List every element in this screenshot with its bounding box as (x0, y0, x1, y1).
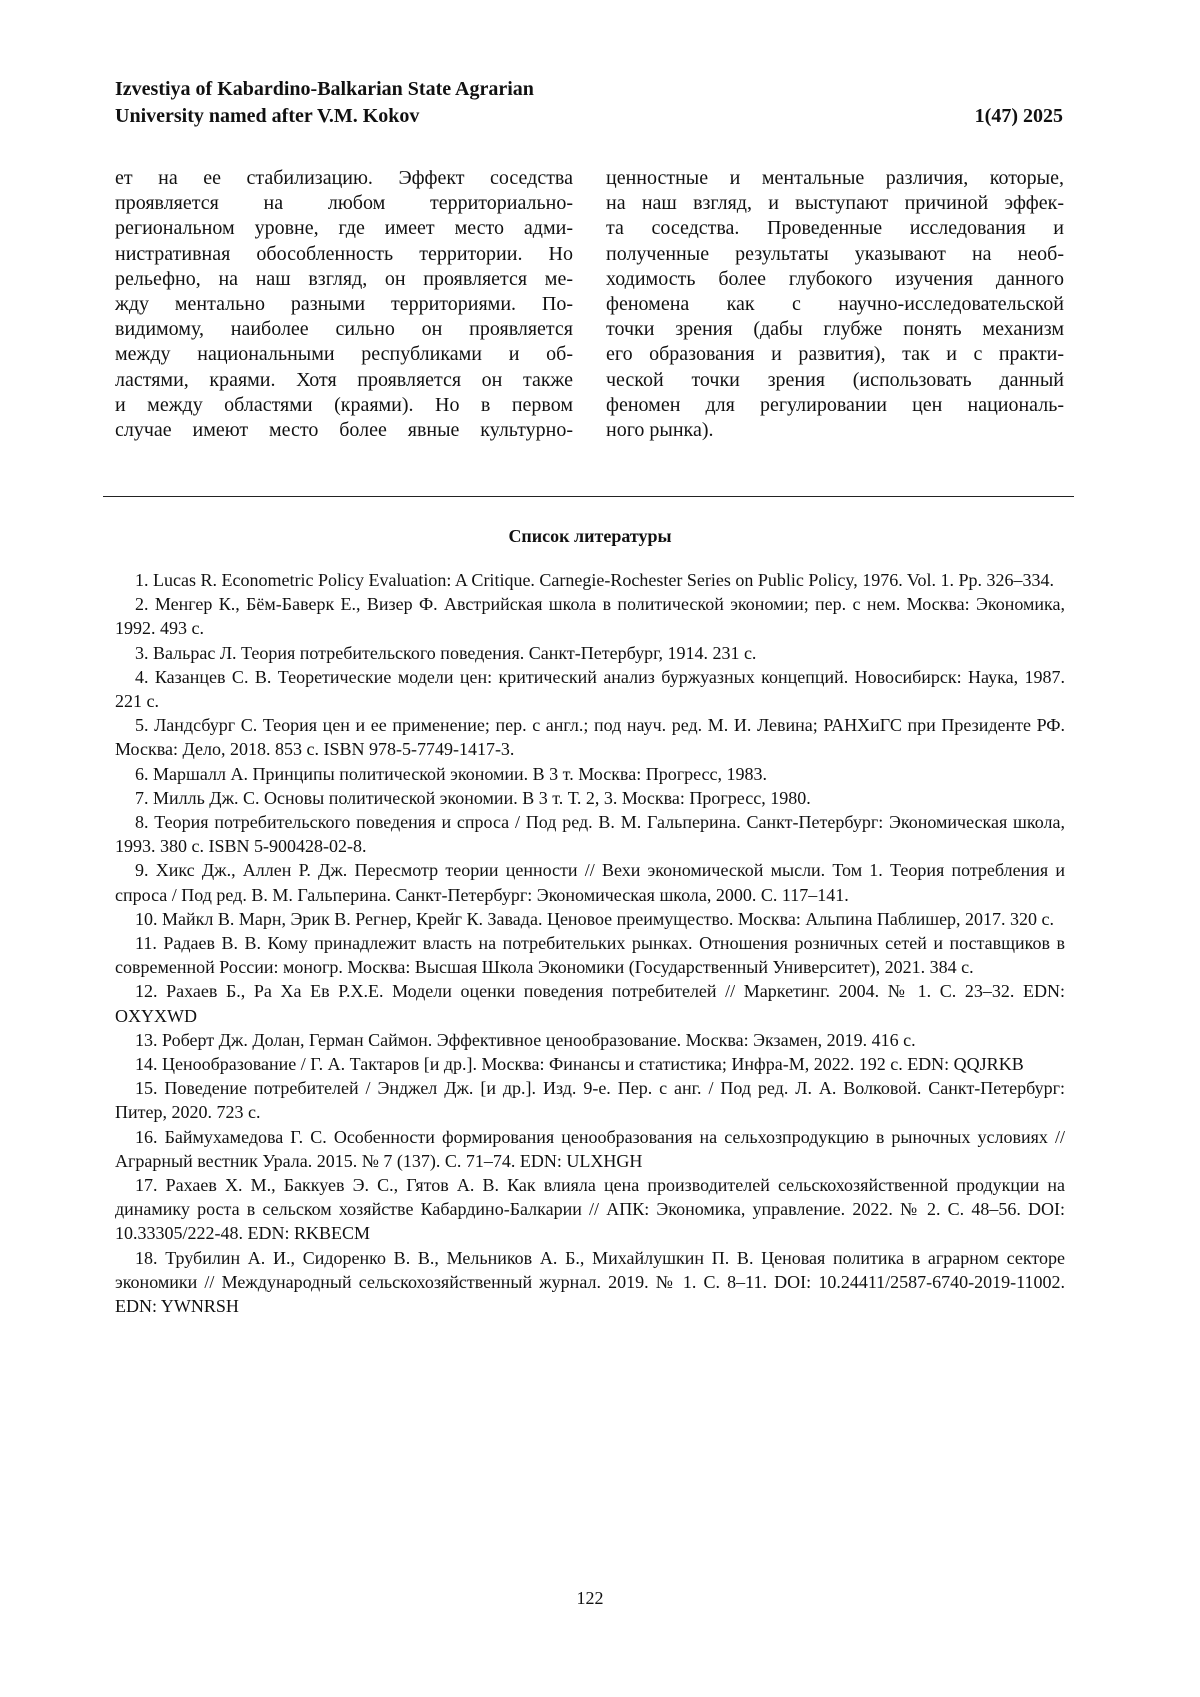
reference-item: 14. Ценообразование / Г. А. Тактаров [и др.]. Москва: Финансы и статистика; Инфра-М, 2022. 192 с. EDN: QQJRKB (115, 1052, 1065, 1076)
section-divider (103, 496, 1074, 497)
text-line: ценностные и ментальные различия, которые, (606, 166, 1064, 191)
text-line: ходимость более глубокого изучения данного (606, 267, 1064, 292)
text-line: полученные результаты указывают на необ- (606, 242, 1064, 267)
text-line: региональном уровне, где имеет место адми- (115, 216, 573, 241)
text-line: ет на ее стабилизацию. Эффект соседства (115, 166, 573, 191)
references-list (115, 568, 1065, 1318)
reference-item: 13. Роберт Дж. Долан, Герман Саймон. Эффективное ценообразование. Москва: Экзамен, 2019. 416 с. (115, 1028, 1065, 1052)
text-line: проявляется на любом территориально- (115, 191, 573, 216)
reference-item: 9. Хикс Дж., Аллен Р. Дж. Пересмотр теории ценности // Вехи экономической мысли. Том 1. Теория потребления и спроса / Под ред. В. М. Гальперина. Санкт-Петербург: Экономическая школа, 2000. С. 117–141. (115, 858, 1065, 906)
text-line: точки зрения (дабы глубже понять механизм (606, 317, 1064, 342)
text-line: та соседства. Проведенные исследования и (606, 216, 1064, 241)
reference-item: 17. Рахаев Х. М., Баккуев Э. С., Гятов А. В. Как влияла цена производителей сельскохозяйственной продукции на динамику роста в сельском хозяйстве Кабардино-Балкарии // АПК: Экономика, управление. 2022. № 2. С. 48–56. DOI: 10.33305/222-48. EDN: RKBECM (115, 1173, 1065, 1246)
running-header (115, 76, 1063, 130)
reference-item: 6. Маршалл А. Принципы политической экономии. В 3 т. Москва: Прогресс, 1983. (115, 762, 1065, 786)
references-title: Список литературы (0, 526, 1180, 547)
reference-item: 12. Рахаев Б., Ра Ха Ев Р.Х.Е. Модели оценки поведения потребителей // Маркетинг. 2004. № 1. С. 23–32. EDN: OXYXWD (115, 979, 1065, 1027)
reference-item: 15. Поведение потребителей / Энджел Дж. [и др.]. Изд. 9-е. Пер. с анг. / Под ред. Л. А. Волковой. Санкт-Петербург: Питер, 2020. 723 с. (115, 1076, 1065, 1124)
reference-item: 7. Милль Дж. С. Основы политической экономии. В 3 т. Т. 2, 3. Москва: Прогресс, 1980. (115, 786, 1065, 810)
text-line: нистративная обособленность территории. Но (115, 242, 573, 267)
reference-item: 11. Радаев В. В. Кому принадлежит власть на потребительких рынках. Отношения розничных сетей и поставщиков в современной России: моногр. Москва: Высшая Школа Экономики (Государственный Университет), 2021. 384 с. (115, 931, 1065, 979)
text-line: жду ментально разными территориями. По- (115, 292, 573, 317)
text-line: видимому, наиболее сильно он проявляется (115, 317, 573, 342)
text-line: на наш взгляд, и выступают причиной эффек- (606, 191, 1064, 216)
text-line: случае имеют место более явные культурно- (115, 418, 573, 443)
body-left-column (115, 166, 573, 443)
text-line: ческой точки зрения (использовать данный (606, 368, 1064, 393)
issue-number: 1(47) 2025 (975, 103, 1063, 130)
reference-item: 4. Казанцев С. В. Теоретические модели цен: критический анализ буржуазных концепций. Новосибирск: Наука, 1987. 221 с. (115, 665, 1065, 713)
reference-item: 16. Баймухамедова Г. С. Особенности формирования ценообразования на сельхозпродукцию в рыночных условиях // Аграрный вестник Урала. 2015. № 7 (137). С. 71–74. EDN: ULXHGH (115, 1125, 1065, 1173)
text-line: между национальными республиками и об- (115, 342, 573, 367)
journal-title-line-1: Izvestiya of Kabardino-Balkarian State Agrarian (115, 76, 1063, 103)
text-line: ластями, краями. Хотя проявляется он также (115, 368, 573, 393)
text-line: феномен для регулировании цен националь- (606, 393, 1064, 418)
text-line: ного рынка). (606, 418, 1064, 443)
text-line: рельефно, на наш взгляд, он проявляется ме- (115, 267, 573, 292)
body-right-column (606, 166, 1064, 443)
text-line: феномена как с научно-исследовательской (606, 292, 1064, 317)
journal-title-line-2: University named after V.M. Kokov (115, 103, 1063, 130)
text-line: его образования и развития), так и с практи- (606, 342, 1064, 367)
reference-item: 5. Ландсбург С. Теория цен и ее применение; пер. с англ.; под науч. ред. М. И. Левина; РАНХиГС при Президенте РФ. Москва: Дело, 2018. 853 с. ISBN 978-5-7749-1417-3. (115, 713, 1065, 761)
reference-item: 1. Lucas R. Econometric Policy Evaluation: A Critique. Carnegie-Rochester Series on Public Policy, 1976. Vol. 1. Pp. 326–334. (115, 568, 1065, 592)
reference-item: 8. Теория потребительского поведения и спроса / Под ред. В. М. Гальперина. Санкт-Петербург: Экономическая школа, 1993. 380 с. ISBN 5-900428-02-8. (115, 810, 1065, 858)
reference-item: 18. Трубилин А. И., Сидоренко В. В., Мельников А. Б., Михайлушкин П. В. Ценовая политика в аграрном секторе экономики // Международный сельскохозяйственный журнал. 2019. № 1. С. 8–11. DOI: 10.24411/2587-6740-2019-11002. EDN: YWNRSH (115, 1246, 1065, 1319)
reference-item: 10. Майкл В. Марн, Эрик В. Регнер, Крейг К. Завада. Ценовое преимущество. Москва: Альпина Паблишер, 2017. 320 с. (115, 907, 1065, 931)
reference-item: 2. Менгер К., Бём-Баверк Е., Визер Ф. Австрийская школа в политической экономии; пер. с нем. Москва: Экономика, 1992. 493 с. (115, 592, 1065, 640)
page-number: 122 (0, 1588, 1180, 1609)
reference-item: 3. Вальрас Л. Теория потребительского поведения. Санкт-Петербург, 1914. 231 с. (115, 641, 1065, 665)
text-line: и между областями (краями). Но в первом (115, 393, 573, 418)
